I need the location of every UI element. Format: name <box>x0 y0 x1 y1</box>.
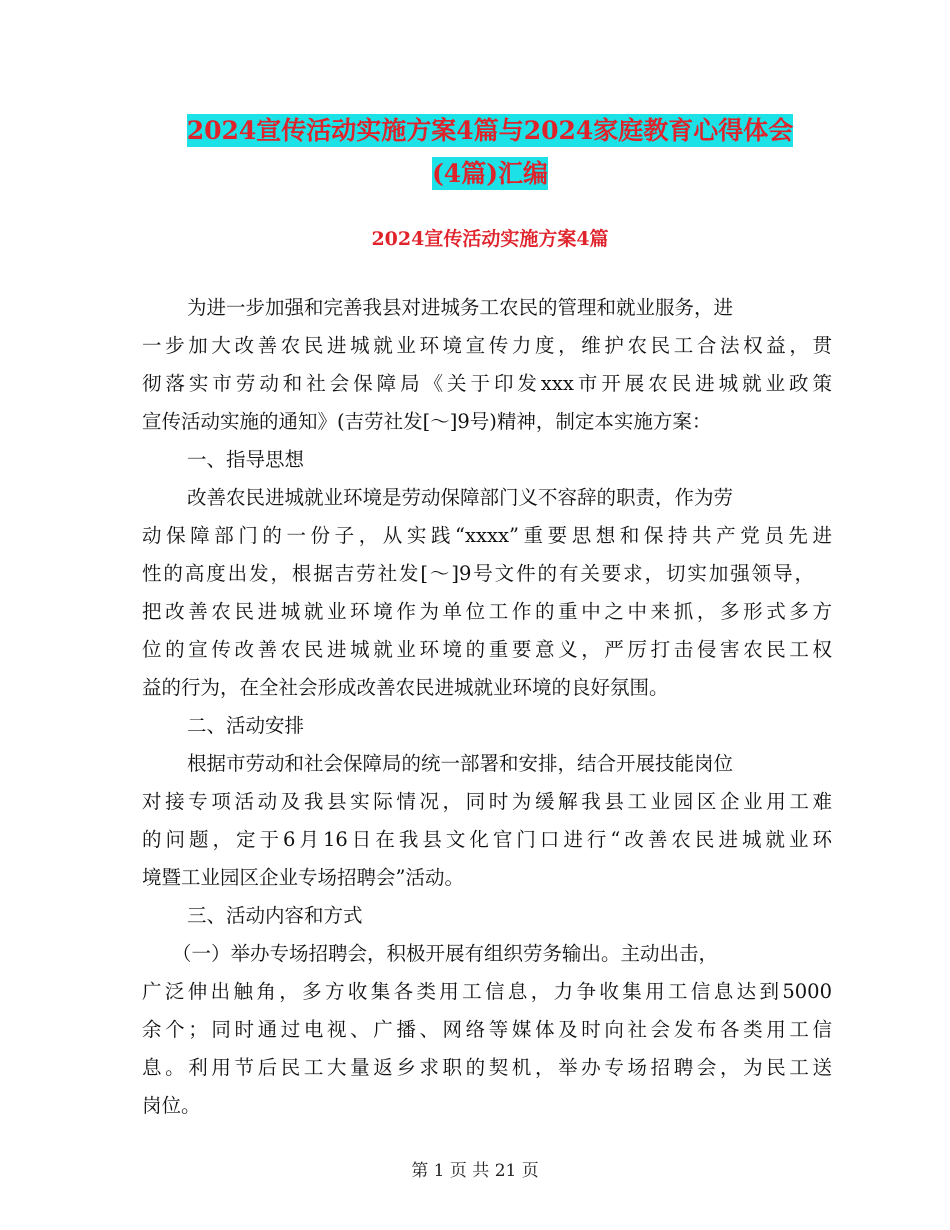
paragraph-line: 对接专项活动及我县实际情况，同时为缓解我县工业园区企业用工难 <box>142 790 832 813</box>
document-title-line-2 <box>140 157 840 191</box>
section-heading: 一、指导思想 <box>187 448 305 471</box>
paragraph-line: 宣传活动实施的通知》(吉劳社发[～]9号)精神，制定本实施方案： <box>142 410 712 433</box>
paragraph-line: 性的高度出发，根据吉劳社发[～]9号文件的有关要求，切实加强领导， <box>142 562 814 585</box>
paragraph-line: 位的宣传改善农民进城就业环境的重要意义，严厉打击侵害农民工权 <box>142 638 832 661</box>
paragraph-line: 境暨工业园区企业专场招聘会”活动。 <box>142 866 464 889</box>
paragraph-line: 为进一步加强和完善我县对进城务工农民的管理和就业服务，进 <box>187 296 734 319</box>
paragraph-line: 息。利用节后民工大量返乡求职的契机，举办专场招聘会，为民工送 <box>142 1056 832 1079</box>
paragraph-line: 改善农民进城就业环境是劳动保障部门义不容辞的职责，作为劳 <box>187 486 734 509</box>
paragraph-line: 益的行为，在全社会形成改善农民进城就业环境的良好氛围。 <box>142 676 669 699</box>
document-title-line-1 <box>140 114 840 148</box>
paragraph-line: 彻落实市劳动和社会保障局《关于印发xxx市开展农民进城就业政策 <box>142 372 832 395</box>
paragraph-line: （一）举办专场招聘会，积极开展有组织劳务输出。主动出击， <box>172 942 719 965</box>
paragraph-line: 余个；同时通过电视、广播、网络等媒体及时向社会发布各类用工信 <box>142 1018 832 1041</box>
paragraph-line: 根据市劳动和社会保障局的统一部署和安排，结合开展技能岗位 <box>187 752 734 775</box>
section-title: 2024宣传活动实施方案4篇 <box>371 228 609 250</box>
paragraph-line: 一步加大改善农民进城就业环境宣传力度，维护农民工合法权益，贯 <box>142 334 832 357</box>
paragraph-line: 动保障部门的一份子，从实践“xxxx”重要思想和保持共产党员先进 <box>142 524 832 547</box>
paragraph-line: 的问题，定于6月16日在我县文化官门口进行“改善农民进城就业环 <box>142 828 832 851</box>
paragraph-line: 岗位。 <box>142 1094 201 1117</box>
page-number-footer: 第 1 页 共 21 页 <box>411 1161 539 1181</box>
title-highlight: (4篇)汇编 <box>431 159 549 188</box>
section-heading: 二、活动安排 <box>187 714 305 737</box>
paragraph-line: 把改善农民进城就业环境作为单位工作的重中之中来抓，多形式多方 <box>142 600 832 623</box>
section-heading: 三、活动内容和方式 <box>187 904 363 927</box>
title-highlight: 2024宣传活动实施方案4篇与2024家庭教育心得体会 <box>186 116 794 145</box>
paragraph-line: 广泛伸出触角，多方收集各类用工信息，力争收集用工信息达到5000 <box>142 980 832 1003</box>
